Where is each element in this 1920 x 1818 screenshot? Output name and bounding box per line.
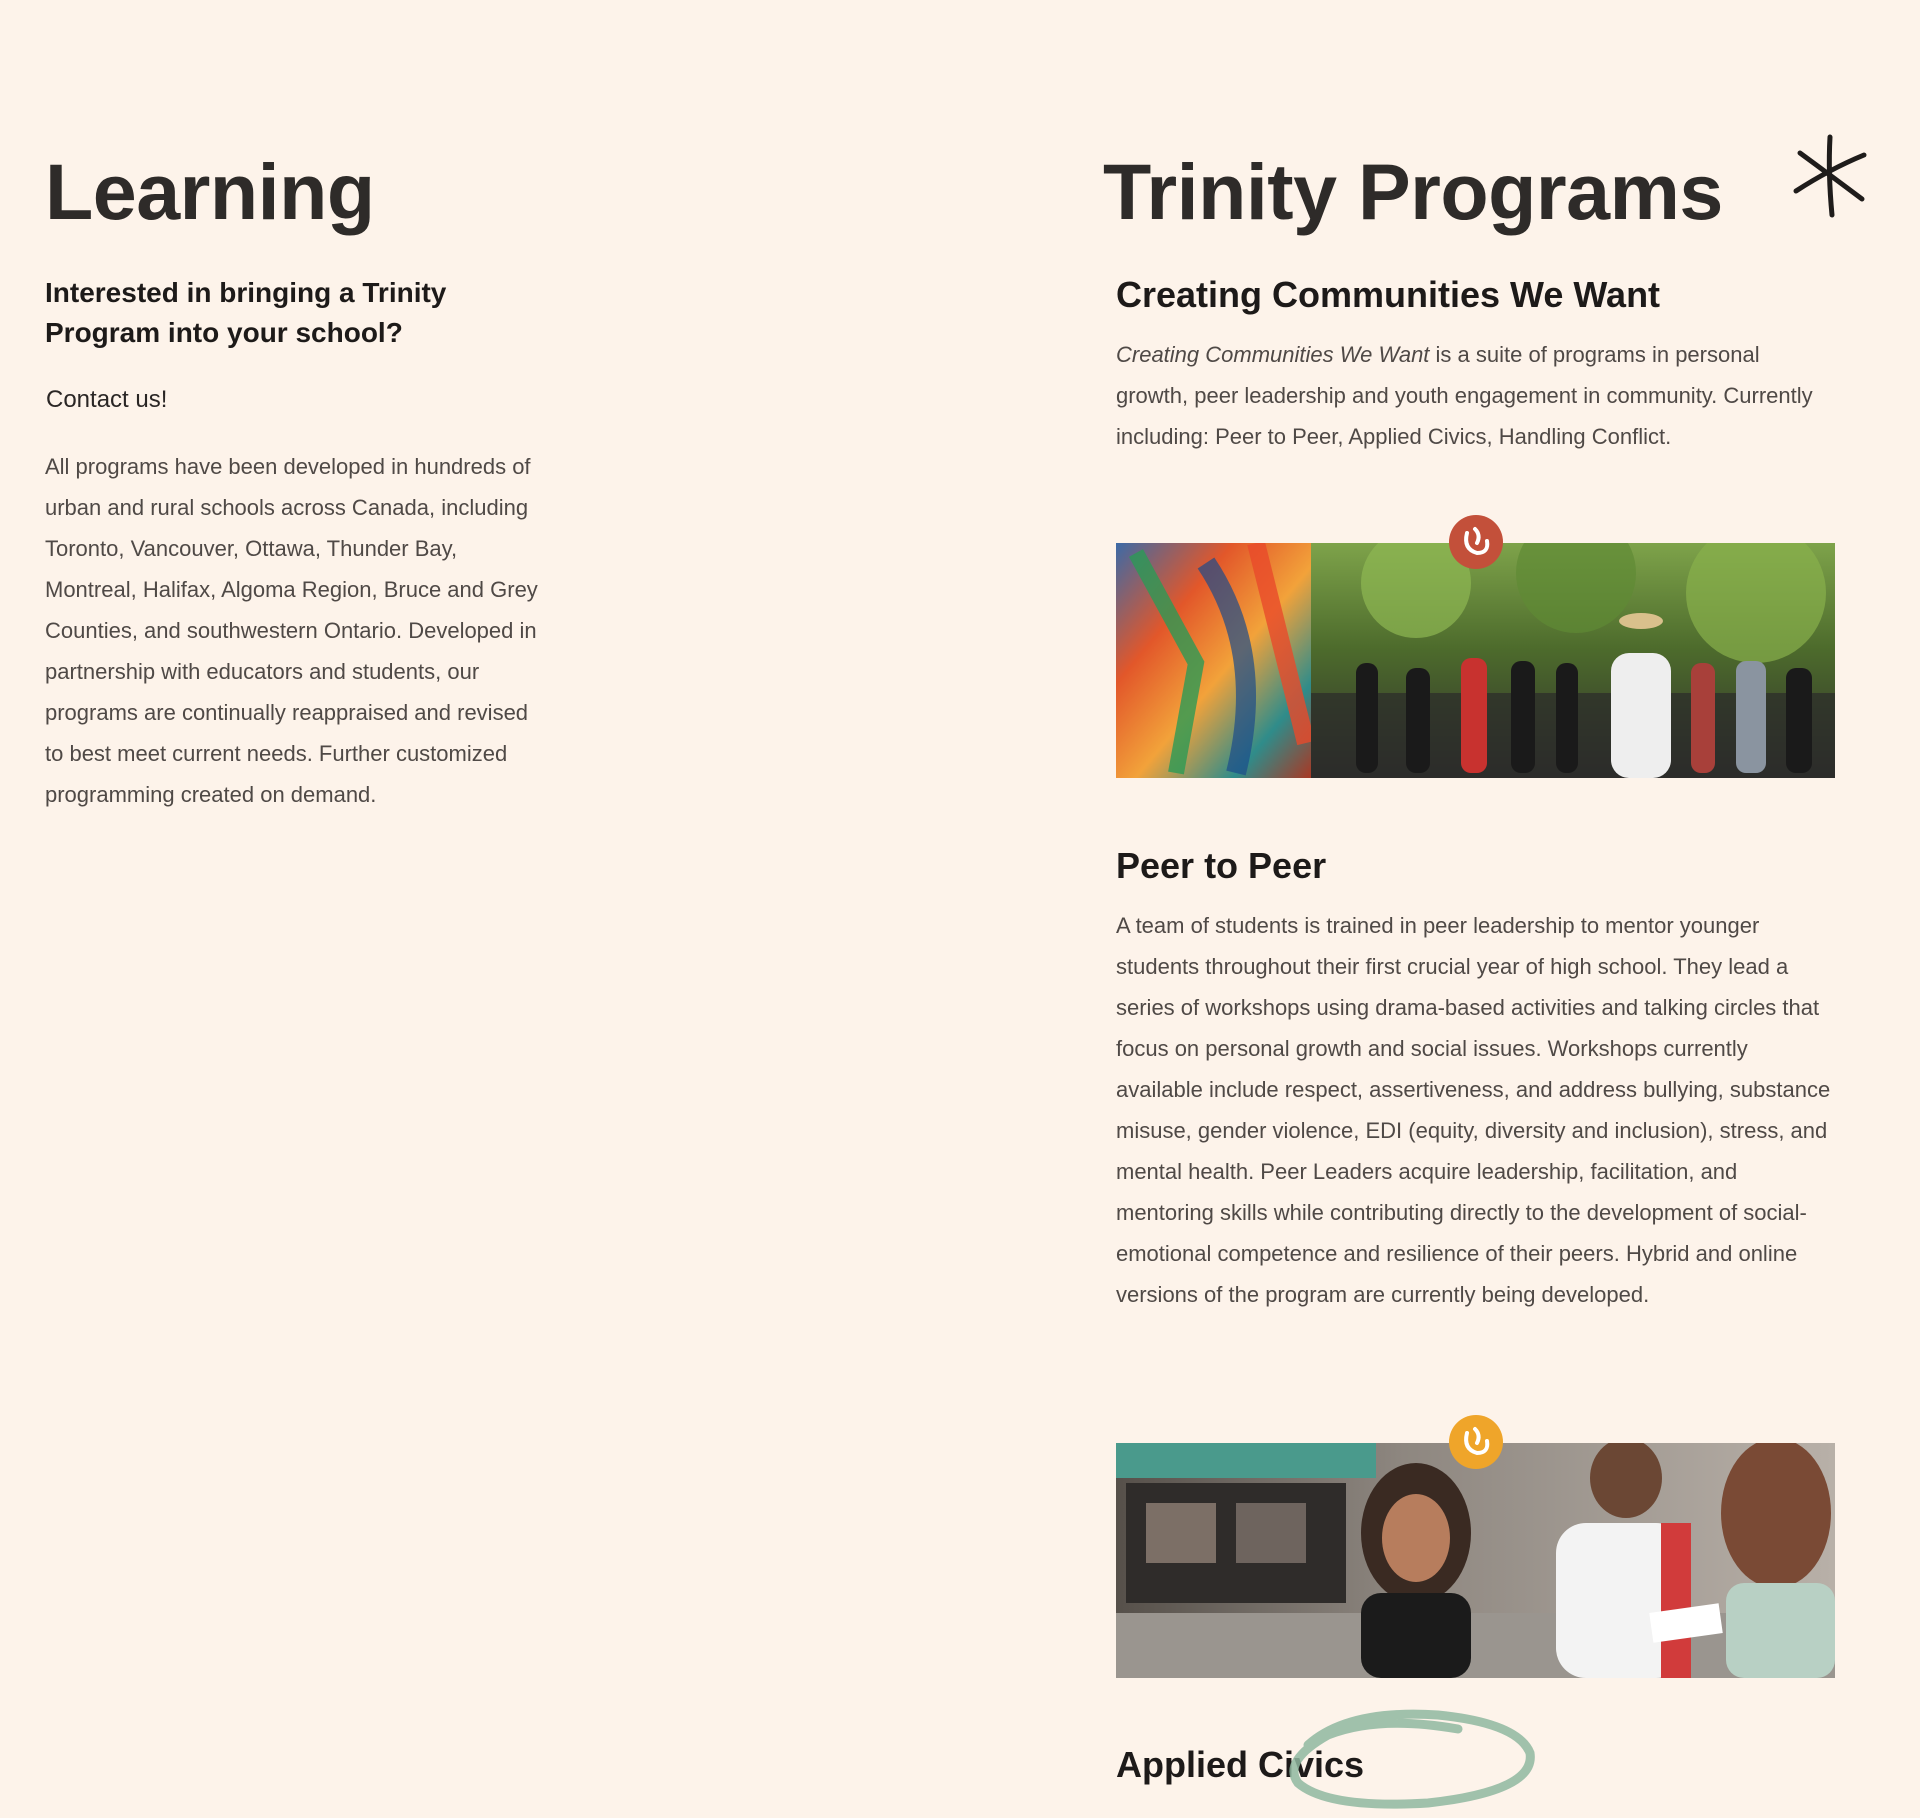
section-title-creating-communities: Creating Communities We Want <box>1116 274 1661 315</box>
section-title-peer-to-peer: Peer to Peer <box>1116 845 1327 886</box>
section-body-creating-communities <box>1116 334 1836 457</box>
learning-heading: Learning <box>45 147 375 236</box>
trinity-swirl-icon <box>1449 515 1503 569</box>
programs-description: All programs have been developed in hundreds of urban and rural schools across Canada, including Toronto, Vancouver, Ottawa, Thunder Bay, Montreal, Halifax, Algoma Region, Bruce and Grey Counties, and southwestern Ontario. Developed in partnership with educators and students, our programs are continually reappraised and revised to best meet current needs. Further customized programming created on demand. <box>45 454 538 807</box>
program-suite-name: Creating Communities We Want <box>1116 342 1430 367</box>
program-inquiry-question: Interested in bringing a Trinity Program into your school? <box>45 277 447 348</box>
students-street-photo <box>1116 1443 1835 1678</box>
asterisk-doodle-icon <box>1790 133 1870 219</box>
contact-us-link[interactable]: Contact us! <box>46 386 168 413</box>
trinity-programs-heading: Trinity Programs <box>1103 147 1723 236</box>
community-street-photo <box>1116 543 1835 778</box>
hand-drawn-circle-icon <box>1268 1705 1538 1815</box>
trinity-swirl-icon <box>1449 1415 1503 1469</box>
section-title-applied-civics: Applied Civics <box>1116 1744 1365 1785</box>
program-suite-description: is a suite of programs in personal growth, peer leadership and youth engagement in community. Currently including: Peer to Peer, Applied Civics, Handling Conflict. <box>1116 342 1813 449</box>
section-body-peer-to-peer: A team of students is trained in peer leadership to mentor younger students throughout their first crucial year of high school. They lead a series of workshops using drama-based activities and talking circles that focus on personal growth and social issues. Workshops currently available include respect, assertiveness, and address bullying, substance misuse, gender violence, EDI (equity, diversity and inclusion), stress, and mental health. Peer Leaders acquire leadership, facilitation, and mentoring skills while contributing directly to the development of social-emotional competence and resilience of their peers. Hybrid and online versions of the program are currently being developed. <box>1116 913 1831 1307</box>
